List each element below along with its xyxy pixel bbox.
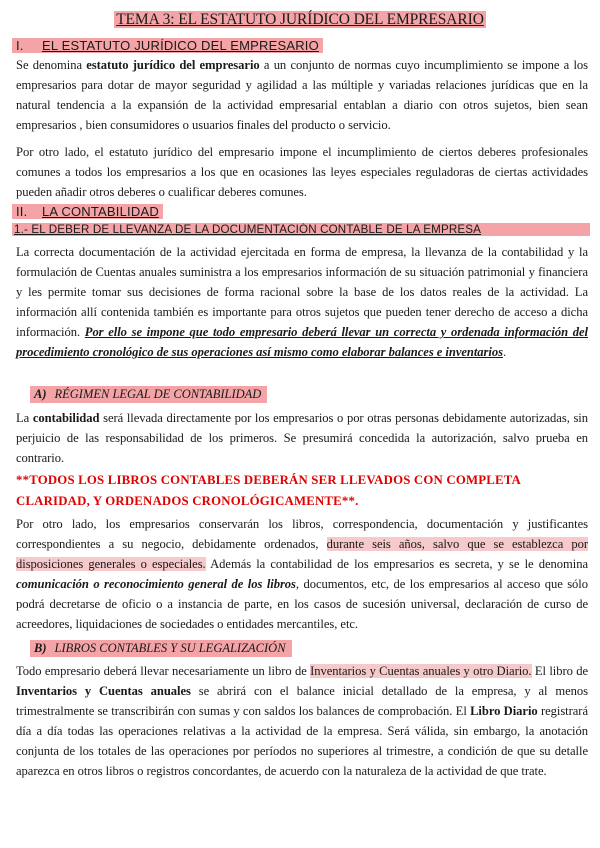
emphasis-text: comunicación o reconocimiento general de los libros xyxy=(16,577,296,592)
bold-term: Libro Diario xyxy=(470,704,538,719)
highlighted-text: Inventarios y Cuentas anuales y otro Diario. xyxy=(310,664,532,678)
section-number: I. xyxy=(16,38,24,53)
text-run: Se denomina xyxy=(16,58,87,72)
text-run: Por otro lado, el estatuto jurídico del empresario impone el incumplimiento de ciertos deberes profesionales comunes a todos los empresarios a los que en ocasiones las leyes especiales reguladoras de ciertas actividades pueden añadir otros deberes o cualificar deberes comunes. xyxy=(16,145,588,200)
text-run: registrará día a día todas las operaciones relativas a la actividad de la empresa. Será válida, sin embargo, la anotación conjunta de los totales de las operaciones por períodos no superiores al trimestre, a condición de que su detalle aparezca en otros libros o registros concordantes, de acuerdo con la naturaleza de la actividad de que trate. xyxy=(16,704,588,779)
text-run: Todo empresario deberá llevar necesariamente un libro de xyxy=(16,664,311,678)
paragraph-contabilidad xyxy=(16,408,588,468)
section-heading-2 xyxy=(12,204,163,219)
text-run: Por otro lado, los empresarios conservarán los libros, correspondencia, documentación y justificantes correspondientes a su negocio, debidamente ordenados, xyxy=(16,517,588,552)
page-title: TEMA 3: EL ESTATUTO JURÍDICO DEL EMPRESARIO xyxy=(116,11,484,28)
text-run: se abrirá con el balance inicial detallado de la empresa, y al menos trimestralmente se transcribirán con sumas y con saldos los balances de comprobación. El xyxy=(16,684,588,719)
text-run: El libro de xyxy=(531,664,588,678)
paragraph-estatuto xyxy=(16,55,588,135)
text-run: La xyxy=(16,411,33,425)
red-warning-note: **TODOS LOS LIBROS CONTABLES DEBERÁN SER LLEVADOS CON COMPLETA CLARIDAD, Y ORDENADOS CRONOLÓGICAMENTE**. xyxy=(16,473,521,508)
text-run: Además la contabilidad de los empresarios es secreta, y se le denomina xyxy=(205,557,588,572)
paragraph-conservacion xyxy=(16,514,588,635)
subheading-label: LIBROS CONTABLES Y SU LEGALIZACIÓN xyxy=(54,641,286,655)
text-run: , documentos, etc, de los empresarios al acceso que sólo podrá decretarse de oficio o a instancia de parte, en los casos de sucesión universal, declaración de curso de acreedores, liquidaciones de sociedades o entidades mercantiles, etc. xyxy=(16,577,588,632)
paragraph-libros xyxy=(16,661,588,782)
subheading-letter: A) xyxy=(34,387,47,401)
subheading-b xyxy=(30,640,292,657)
text-run: . xyxy=(502,345,507,360)
title-row xyxy=(0,0,600,35)
bold-term: Inventarios y Cuentas anuales xyxy=(16,684,191,699)
text-run: La correcta documentación de la actividad ejercitada en forma de empresa, la llevanza de la contabilidad y la formulación de Cuentas anuales suministra a los empresarios información de su situación patrimonial y financiera y les permite tomar sus decisiones de forma racional sobre la base de los datos reales de la actividad. La información allí contenida también es importante para otros sujetos que pueden tener derecho de acceso a dicha información. xyxy=(16,245,588,340)
bold-term: contabilidad xyxy=(32,411,100,425)
highlighted-text: durante seis años, salvo que se establezca por disposiciones generales o especiales. xyxy=(16,537,588,572)
subheading-label: RÉGIMEN LEGAL DE CONTABILIDAD xyxy=(54,387,262,401)
subheading-a xyxy=(30,386,267,403)
subsection-heading-1: 1.- EL DEBER DE LLEVANZA DE LA DOCUMENTACIÓN CONTABLE DE LA EMPRESA xyxy=(12,223,590,236)
subheading-letter: B) xyxy=(34,641,47,655)
paragraph-documentacion xyxy=(16,242,588,363)
emphasis-text: Por ello se impone que todo empresario deberá llevar un correcta y ordenada información del procedimiento cronológico de sus operaciones así mismo como elaborar balances e inventarios xyxy=(16,325,588,360)
section-label: EL ESTATUTO JURÍDICO DEL EMPRESARIO xyxy=(42,38,319,53)
text-run: será llevada directamente por los empresarios o por otras personas debidamente autorizadas, sin perjuicio de las responsabilidad de los primeros. Se presumirá concedida la autorización, salvo prueba en contrario. xyxy=(16,411,588,466)
bold-term: estatuto jurídico del empresario xyxy=(86,58,260,72)
section-label: LA CONTABILIDAD xyxy=(42,204,159,219)
section-heading-1 xyxy=(12,38,323,53)
section-number: II. xyxy=(16,204,28,219)
paragraph-deberes xyxy=(16,142,588,202)
text-run: a un conjunto de normas cuyo incumplimiento se impone a los empresarios para dotar de mayor seguridad y agilidad a las múltiple y variadas relaciones jurídicas que en la natural tendencia a la expansión de la actividad empresarial entablan a diario con otros sujetos, bien sean empresarios , bien consumidores o usuarios finales del producto o servicio. xyxy=(16,58,588,133)
